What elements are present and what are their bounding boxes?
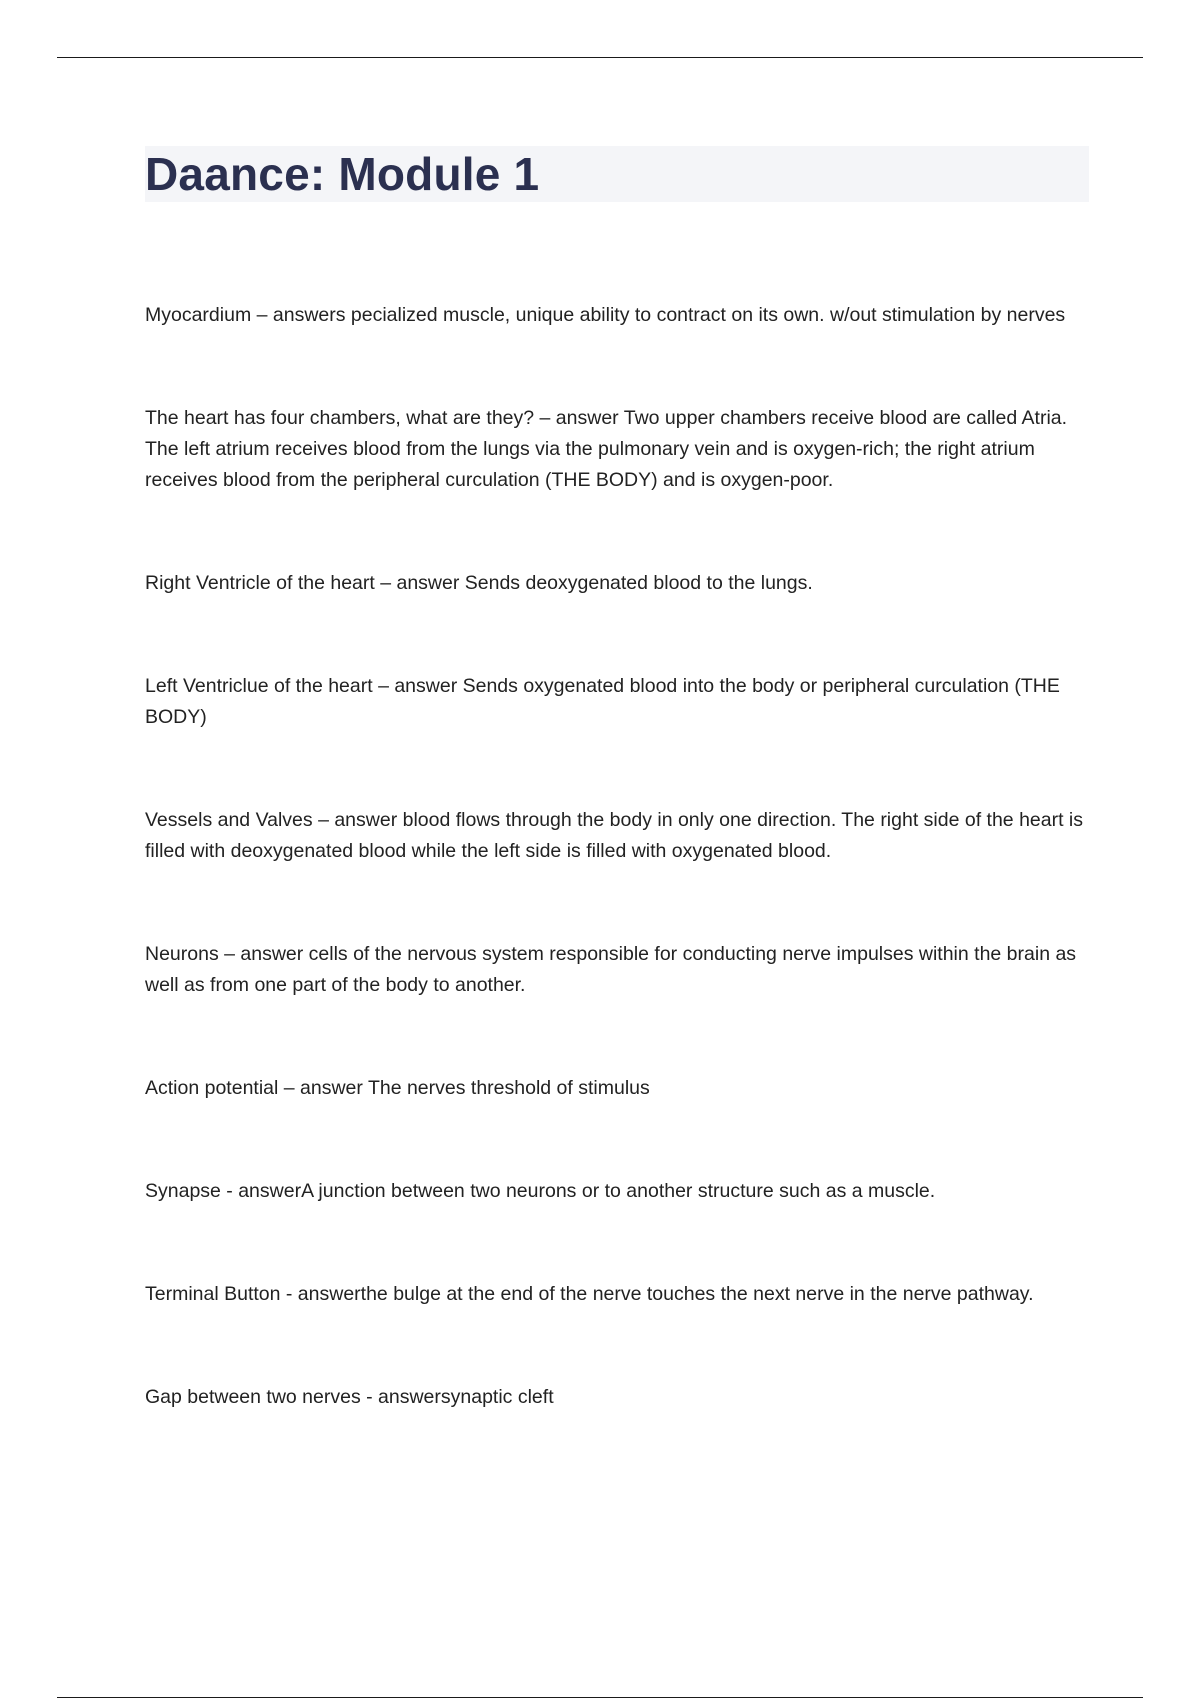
flashcard-entry-right-ventricle: Right Ventricle of the heart – answer Sends deoxygenated blood to the lungs. xyxy=(145,572,813,594)
document-title: Daance: Module 1 xyxy=(145,148,540,200)
flashcard-entry-synapse: Synapse - answerA junction between two neurons or to another structure such as a muscle. xyxy=(145,1180,936,1202)
flashcard-entry-terminal-button: Terminal Button - answerthe bulge at the end of the nerve touches the next nerve in the nerve pathway. xyxy=(145,1283,1034,1305)
flashcard-entry-heart-chambers: The heart has four chambers, what are they? – answer Two upper chambers receive blood are called Atria. The left atrium receives blood from the lungs via the pulmonary vein and is oxygen-rich; the right atrium receives blood from the peripheral curculation (THE BODY) and is oxygen-poor. xyxy=(145,407,1068,491)
top-rule xyxy=(57,57,1143,58)
flashcard-entry-neurons: Neurons – answer cells of the nervous system responsible for conducting nerve impulses within the brain as well as from one part of the body to another. xyxy=(145,943,1077,996)
flashcard-entry-synaptic-gap: Gap between two nerves - answersynaptic cleft xyxy=(145,1386,554,1408)
bottom-rule xyxy=(57,1697,1143,1698)
flashcard-entry-left-ventricle: Left Ventriclue of the heart – answer Sends oxygenated blood into the body or peripheral curculation (THE BODY) xyxy=(145,675,1060,728)
flashcard-entry-myocardium: Myocardium – answers pecialized muscle, unique ability to contract on its own. w/out stimulation by nerves xyxy=(145,304,1066,326)
flashcard-entry-action-potential: Action potential – answer The nerves threshold of stimulus xyxy=(145,1077,650,1099)
flashcard-entry-vessels-valves: Vessels and Valves – answer blood flows through the body in only one direction. The right side of the heart is filled with deoxygenated blood while the left side is filled with oxygenated blood. xyxy=(145,809,1084,862)
flashcard-list xyxy=(145,300,1095,1413)
